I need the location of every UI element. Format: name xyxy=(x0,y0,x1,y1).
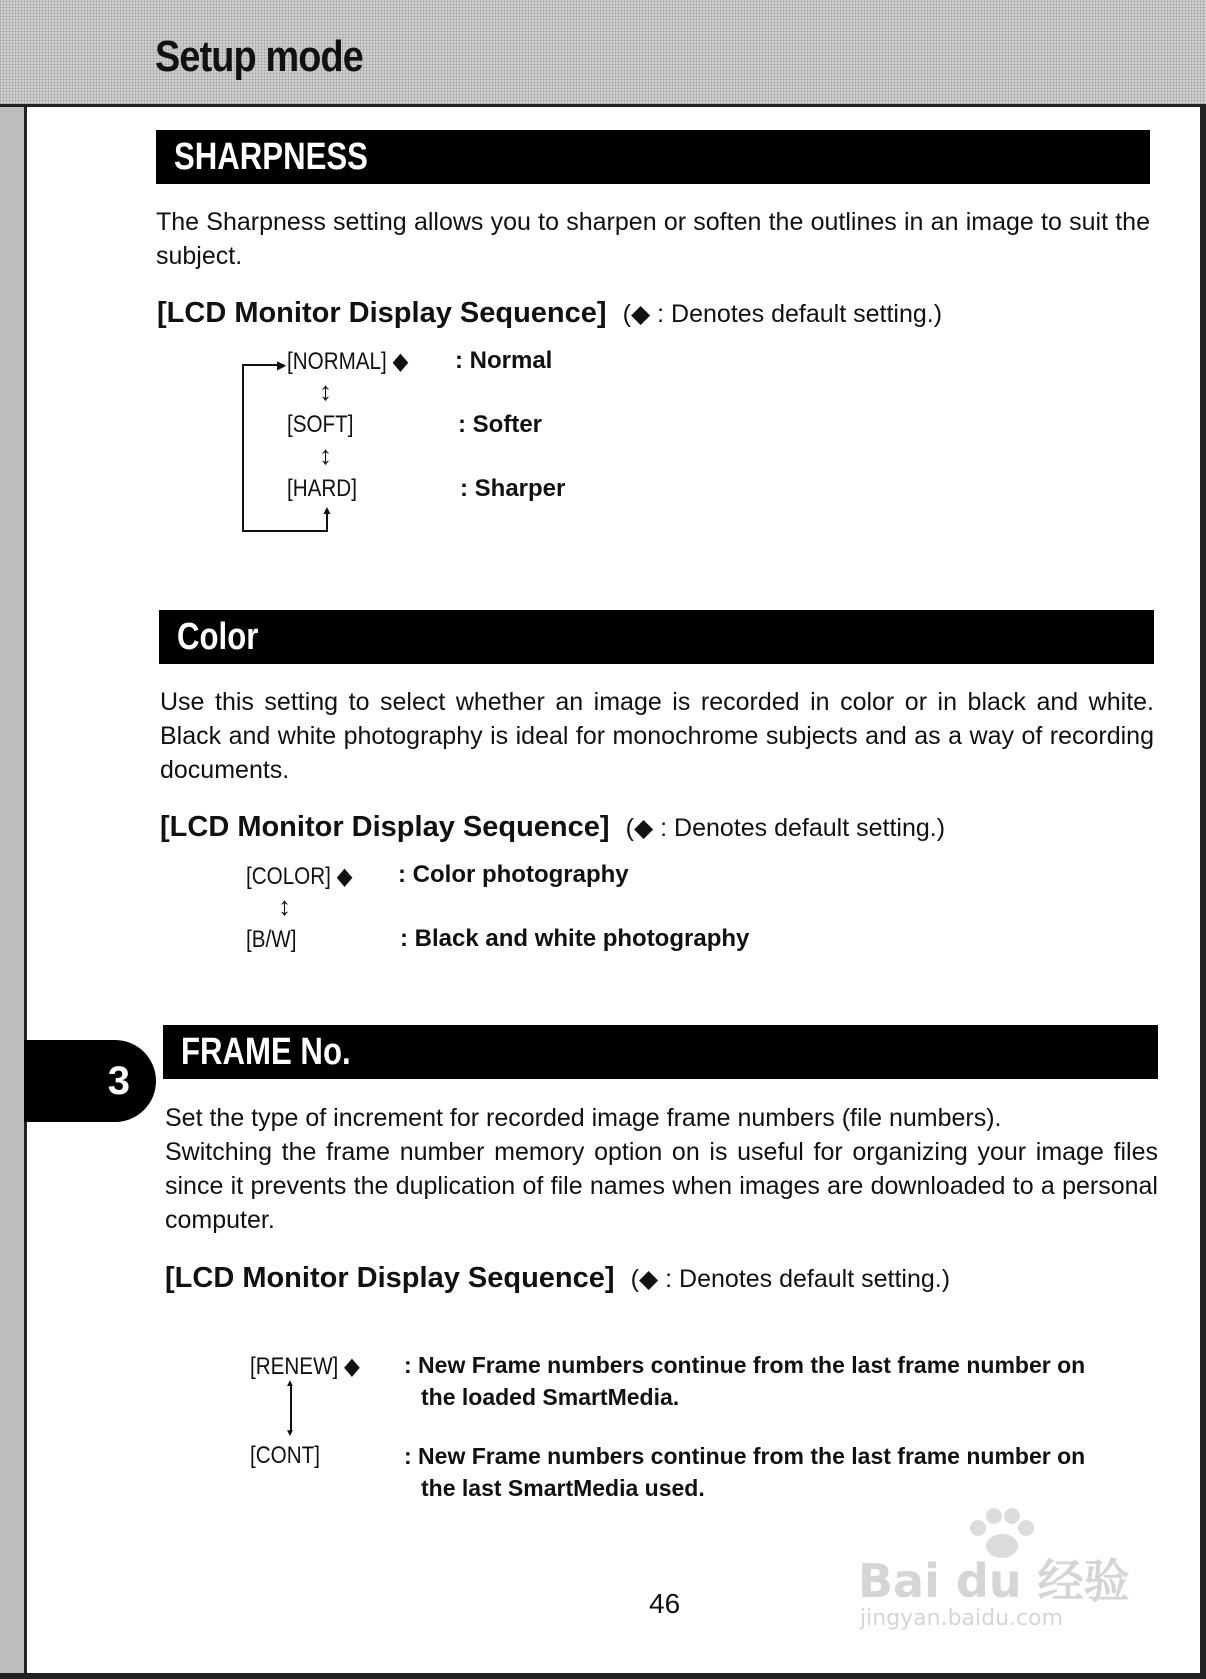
sequence-title: [LCD Monitor Display Sequence] xyxy=(160,811,610,843)
page-bottom-edge xyxy=(0,1673,1206,1679)
loop-line-bottom xyxy=(242,530,328,532)
sharpness-option-code: [NORMAL] ◆ xyxy=(287,348,409,375)
chapter-number: 3 xyxy=(107,1058,130,1103)
color-description: Use this setting to select whether an image is recorded in color or in black and white. Black and white photography is ideal for monochrome subjects and as a way of recording documents. xyxy=(160,688,1154,784)
frame-option-desc-line: the loaded SmartMedia. xyxy=(421,1384,680,1410)
section-title-color: Color xyxy=(177,615,259,658)
color-option-desc: : Black and white photography xyxy=(400,925,750,952)
color-option-desc: : Color photography xyxy=(398,861,629,888)
frame-no-description-para: Switching the frame number memory option on is useful for organizing your image files since it prevents the duplication of file names when images are downloaded to a personal computer. xyxy=(165,1138,1158,1234)
frame-option-desc-line: : New Frame numbers continue from the last frame number on xyxy=(404,1352,1086,1378)
section-title-sharpness: SHARPNESS xyxy=(174,135,368,178)
frame-option-desc-line: : New Frame numbers continue from the last frame number on xyxy=(404,1443,1086,1469)
frame-option-code: [CONT] xyxy=(250,1442,320,1469)
baidu-watermark xyxy=(858,1500,1138,1640)
updown-arrow-icon: ↕ xyxy=(319,440,332,470)
default-note: (◆ : Denotes default setting.) xyxy=(630,1265,951,1293)
page-title: Setup mode xyxy=(155,32,363,81)
frame-no-description-line: Set the type of increment for recorded image frame numbers (file numbers). xyxy=(165,1104,1002,1132)
sharpness-option-desc: : Sharper xyxy=(460,475,566,502)
sharpness-option-desc: : Softer xyxy=(458,411,542,438)
arrow-down-icon: ▼ xyxy=(285,1428,295,1439)
loop-line-left xyxy=(242,364,244,532)
loop-arrow-up-icon: ▲ xyxy=(321,503,333,517)
section-header-color xyxy=(159,610,1154,664)
default-note: (◆ : Denotes default setting.) xyxy=(622,300,943,328)
sharpness-option-code: [HARD] xyxy=(287,475,357,502)
frame-no-sequence-heading xyxy=(165,1262,950,1295)
sharpness-option-code: [SOFT] xyxy=(287,411,354,438)
color-option-code: [B/W] xyxy=(246,926,297,953)
sequence-title: [LCD Monitor Display Sequence] xyxy=(157,297,607,329)
section-title-frame-no: FRAME No. xyxy=(181,1030,351,1073)
page-number: 46 xyxy=(649,1588,681,1619)
frame-option-desc-line: the last SmartMedia used. xyxy=(421,1475,705,1501)
page-left-edge xyxy=(0,0,27,1679)
frame-connector-line xyxy=(290,1386,292,1432)
arrow-up-icon: ▲ xyxy=(285,1378,295,1389)
sharpness-sequence-heading xyxy=(157,297,942,330)
sharpness-option-desc: : Normal xyxy=(455,347,553,374)
section-header-sharpness xyxy=(156,130,1150,184)
color-sequence-heading xyxy=(160,811,945,844)
updown-arrow-icon: ↕ xyxy=(278,891,291,921)
loop-arrow-right-icon: ▶ xyxy=(277,358,287,372)
watermark-url: jingyan.baidu.com xyxy=(860,1606,1064,1631)
updown-arrow-icon: ↕ xyxy=(319,376,332,406)
frame-no-description xyxy=(165,1101,1158,1237)
sequence-title: [LCD Monitor Display Sequence] xyxy=(165,1262,615,1294)
sharpness-description: The Sharpness setting allows you to sharpen or soften the outlines in an image to suit the subject. xyxy=(156,208,1150,270)
frame-option-desc xyxy=(404,1440,1164,1504)
default-note: (◆ : Denotes default setting.) xyxy=(625,814,946,842)
section-header-frame-no xyxy=(163,1025,1158,1079)
header-band xyxy=(0,0,1206,107)
chapter-tab xyxy=(24,1040,156,1122)
page-right-edge xyxy=(1200,0,1206,1679)
color-option-code: [COLOR] ◆ xyxy=(246,863,353,890)
frame-option-code: [RENEW] ◆ xyxy=(250,1353,360,1380)
watermark-logo-text: Bai du 经验 xyxy=(858,1554,1130,1608)
frame-option-desc xyxy=(404,1349,1164,1413)
